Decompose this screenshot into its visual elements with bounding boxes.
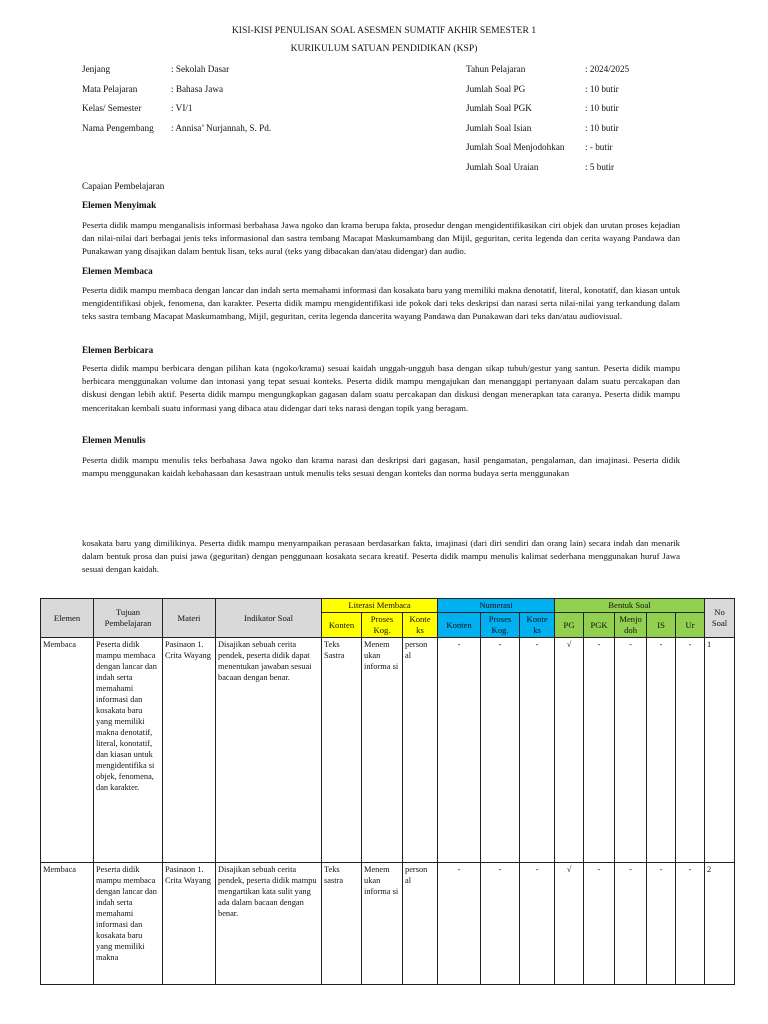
meta-row bbox=[82, 84, 271, 104]
sub-bs-is: IS bbox=[647, 613, 676, 638]
cell-num-proses: - bbox=[481, 863, 520, 985]
meta-value: : Annisa’ Nurjannah, S. Pd. bbox=[171, 122, 272, 133]
col-bentuk-soal: Bentuk Soal bbox=[555, 599, 705, 613]
cell-bs-ur: - bbox=[676, 863, 705, 985]
meta-row bbox=[466, 123, 629, 143]
col-materi: Materi bbox=[163, 599, 216, 638]
meta-value: : VI/1 bbox=[171, 103, 193, 114]
cell-lit-konten: Teks sastra bbox=[322, 863, 362, 985]
meta-row bbox=[466, 162, 629, 182]
cell-lit-proses: Menem ukan informa si bbox=[362, 863, 403, 985]
meta-row bbox=[466, 64, 629, 84]
cell-elemen: Membaca bbox=[41, 638, 94, 863]
cell-bs-is: - bbox=[647, 863, 676, 985]
elemen-heading: Elemen Berbicara bbox=[82, 345, 154, 355]
capaian-heading: Capaian Pembelajaran bbox=[82, 181, 165, 191]
meta-value: : 10 butir bbox=[585, 83, 619, 94]
meta-key: Nama Pengembang bbox=[82, 122, 154, 133]
col-indikator: Indikator Soal bbox=[216, 599, 322, 638]
cell-num-konteks: - bbox=[520, 638, 555, 863]
sub-bs-pg: PG bbox=[555, 613, 584, 638]
meta-row bbox=[466, 142, 629, 162]
meta-key: Jumlah Soal PGK bbox=[466, 103, 532, 114]
cell-tujuan: Peserta didik mampu membaca dengan lancar dan indah serta memahami informasi dan kosakata baru yang memiliki makna bbox=[94, 863, 163, 985]
meta-key: Jumlah Soal Isian bbox=[466, 122, 532, 133]
cell-bs-pg: √ bbox=[555, 638, 584, 863]
cell-bs-pg: √ bbox=[555, 863, 584, 985]
table-header-row bbox=[41, 599, 735, 613]
cell-elemen: Membaca bbox=[41, 863, 94, 985]
meta-value: : 5 butir bbox=[585, 161, 615, 172]
doc-subtitle: KURIKULUM SATUAN PENDIDIKAN (KSP) bbox=[290, 43, 478, 54]
meta-row bbox=[82, 123, 271, 143]
cell-lit-konteks: person al bbox=[403, 638, 438, 863]
col-no-soal: No Soal bbox=[705, 599, 735, 638]
meta-row bbox=[466, 103, 629, 123]
cell-bs-pgk: - bbox=[584, 863, 615, 985]
doc-title: KISI-KISI PENULISAN SOAL ASESMEN SUMATIF AKHIR SEMESTER 1 bbox=[231, 25, 537, 36]
cell-no-soal: 1 bbox=[705, 638, 735, 863]
sub-num-konteks: Konte ks bbox=[520, 613, 555, 638]
cell-bs-menjodoh: - bbox=[615, 863, 647, 985]
cell-bs-pgk: - bbox=[584, 638, 615, 863]
elemen-heading: Elemen Menyimak bbox=[82, 200, 157, 210]
meta-key: Jumlah Soal Menjodohkan bbox=[466, 142, 565, 153]
col-numerasi: Numerasi bbox=[438, 599, 555, 613]
sub-bs-ur: Ur bbox=[676, 613, 705, 638]
elemen-paragraph: Peserta didik mampu berbicara dengan pilihan kata (ngoko/krama) sesuai kaidah unggah-ungguh basa dengan sikap tubuh/gestur yang santun. Peserta didik mampu berbicara menggunakan volume dan intonasi yang tepat sesuai konteks. Peserta didik mampu mengajukan dan menanggapi pertanyaan dalam suatu percakapan dan diskusi dengan lebih aktif. Peserta didik mampu mengungkapkan gagasan dalam suatu percakapan dan diskusi dengan menerapkan tata caranya. Peserta didik mampu menceritakan kembali suatu informasi yang dibaca atau didengar dari teks narasi dengan topik yang beragam. bbox=[82, 363, 680, 413]
cell-bs-menjodoh: - bbox=[615, 638, 647, 863]
meta-key: Kelas/ Semester bbox=[82, 103, 142, 114]
sub-lit-konteks: Konte ks bbox=[403, 613, 438, 638]
elemen-paragraph: Peserta didik mampu menulis teks berbahasa Jawa ngoko dan krama narasi dan deskripsi dari gagasan, hasil pengamatan, pengalaman, dan imajinasi. Peserta didik mampu menggunakan kaidah kebahasaan dan kesastraan untuk menulis teks sesuai dengan konteks dan norma budaya serta menggunakan bbox=[82, 455, 680, 479]
meta-row bbox=[82, 103, 271, 123]
col-elemen: Elemen bbox=[41, 599, 94, 638]
col-tujuan: Tujuan Pembelajaran bbox=[94, 599, 163, 638]
cell-no-soal: 2 bbox=[705, 863, 735, 985]
cell-num-proses: - bbox=[481, 638, 520, 863]
table-row bbox=[41, 638, 735, 863]
meta-key: Jumlah Soal PG bbox=[466, 83, 526, 94]
col-literasi: Literasi Membaca bbox=[322, 599, 438, 613]
elemen-paragraph-continued: kosakata baru yang dimilikinya. Peserta didik mampu menyampaikan perasaan berdasarkan fakta, imajinasi (dari diri sendiri dan orang lain) secara indah dan menarik dalam bentuk prosa dan puisi jawa (geguritan) dengan penggunaan kosakata secara kreatif. Peserta didik mampu menulis kalimat sederhana menggunakan huruf Jawa sesuai dengan kaidah. bbox=[82, 538, 680, 575]
cell-materi: Pasinaon 1. Crita Wayang bbox=[163, 638, 216, 863]
cell-tujuan: Peserta didik mampu membaca dengan lancar dan indah serta memahami informasi dan kosakata baru yang memiliki makna denotatif, literal, konotatif, dan kiasan untuk mengidentifika si objek, fenomena, dan karakter. bbox=[94, 638, 163, 863]
elemen-paragraph: Peserta didik mampu membaca dengan lancar dan indah serta memahami informasi dan kosakata baru yang memiliki makna denotatif, literal, konotatif, dan kiasan untuk mengidentifikasi objek, fenomena, dan karakter. Peserta didik mampu mengidentifikasi ide pokok dari teks deskripsi dan narasi serta nilai-nilai yang terkandung dalam teks sastra tembang Macapat Maskumambang, Mijil, geguritan, cerita legenda dancerita wayang Pandawa dan Punakawan dari teks dan/atau audiovisual. bbox=[82, 285, 680, 322]
meta-key: Jenjang bbox=[82, 64, 111, 74]
meta-row bbox=[466, 84, 629, 104]
elemen-heading: Elemen Membaca bbox=[82, 266, 153, 276]
meta-value: : Bahasa Jawa bbox=[171, 83, 224, 94]
sub-bs-pgk: PGK bbox=[584, 613, 615, 638]
sub-lit-proses: Proses Kog. bbox=[362, 613, 403, 638]
sub-num-proses: Proses Kog. bbox=[481, 613, 520, 638]
kisi-kisi-table bbox=[40, 598, 735, 985]
meta-key: Jumlah Soal Uraian bbox=[466, 161, 539, 172]
cell-num-konten: - bbox=[438, 863, 481, 985]
meta-value: : 10 butir bbox=[585, 103, 619, 114]
sub-bs-menjodoh: Menjo doh bbox=[615, 613, 647, 638]
cell-lit-proses: Menem ukan informa si bbox=[362, 638, 403, 863]
elemen-heading: Elemen Menulis bbox=[82, 435, 146, 445]
meta-right bbox=[466, 64, 629, 182]
meta-key: Tahun Pelajaran bbox=[466, 64, 526, 74]
cell-materi: Pasinaon 1. Crita Wayang bbox=[163, 863, 216, 985]
meta-row bbox=[82, 64, 271, 84]
cell-num-konten: - bbox=[438, 638, 481, 863]
table-row bbox=[41, 863, 735, 985]
meta-value: : 10 butir bbox=[585, 122, 619, 133]
meta-value: : 2024/2025 bbox=[585, 64, 630, 74]
meta-value: : - butir bbox=[585, 142, 613, 153]
meta-key: Mata Pelajaran bbox=[82, 83, 138, 94]
cell-lit-konten: Teks Sastra bbox=[322, 638, 362, 863]
elemen-paragraph: Peserta didik mampu menganalisis informasi berbahasa Jawa ngoko dan krama berupa fakta, prosedur dengan mengidentifikasikan ciri objek dan urutan proses kejadian dan nilai-nilai dari berbagai jenis teks informasional dan sastra tembang Macapat Maskumambang dan Mijil, geguritan, cerita legenda dan cerita wayang Pandawa dan Punakawan yang disajikan dalam bentuk lisan, teks aural (teks yang dibacakan dan/atau didengar) dan audio. bbox=[82, 220, 680, 257]
cell-lit-konteks: person al bbox=[403, 863, 438, 985]
cell-indikator: Disajikan sebuah cerita pendek, peserta didik dapat menentukan jawaban sesuai bacaan dengan benar. bbox=[216, 638, 322, 863]
cell-bs-is: - bbox=[647, 638, 676, 863]
cell-bs-ur: - bbox=[676, 638, 705, 863]
sub-num-konten: Konten bbox=[438, 613, 481, 638]
meta-left bbox=[82, 64, 271, 142]
cell-indikator: Disajikan sebuah cerita pendek, peserta didik mampu mengartikan kata sulit yang ada dalam bacaan dengan benar. bbox=[216, 863, 322, 985]
sub-lit-konten: Konten bbox=[322, 613, 362, 638]
meta-value: : Sekolah Dasar bbox=[171, 64, 230, 74]
cell-num-konteks: - bbox=[520, 863, 555, 985]
